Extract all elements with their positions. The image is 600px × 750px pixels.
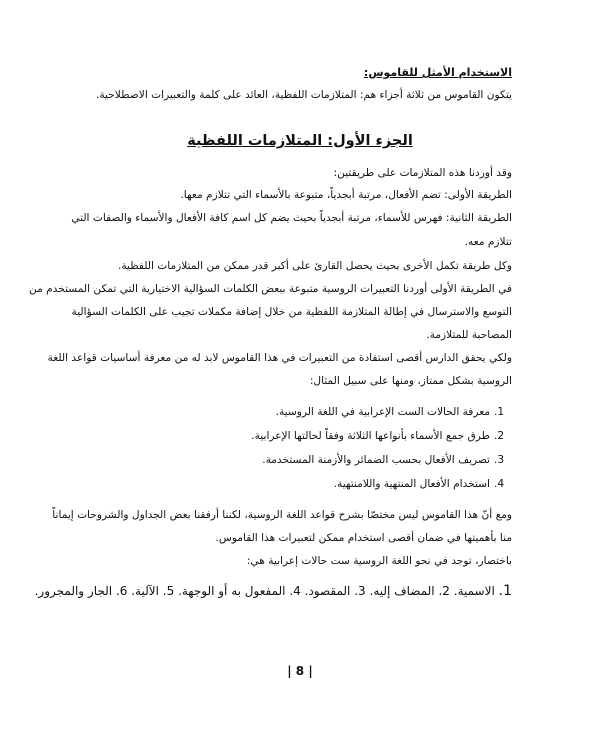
case-number: 4. bbox=[289, 584, 301, 598]
paragraph-line: التوسع والاسترسال في إطالة المتلازمة اللفظية من خلال إضافة مكملات تجيب على الكلمات السؤالية bbox=[71, 306, 512, 318]
cases-list bbox=[35, 583, 512, 599]
closing-line: باختصار، توجد في نحو اللغة الروسية ست حالات إعرابية هي: bbox=[246, 555, 512, 567]
list-item-number: 2. bbox=[494, 430, 505, 442]
case-text: الاسمية. bbox=[453, 584, 495, 598]
case-number: 1. bbox=[498, 583, 512, 599]
paragraph-line: ولكي يحقق الدارس أقصى استفادة من التعبيرات في هذا القاموس لابد له من معرفة أساسيات قواعد اللغة bbox=[47, 352, 512, 364]
list-item-number: 1. bbox=[494, 406, 505, 418]
case-number: 3. bbox=[354, 584, 366, 598]
paragraph-line: المصاحبة للمتلازمة. bbox=[426, 329, 512, 341]
list-item-text: استخدام الأفعال المنتهية واللامنتهية. bbox=[333, 478, 490, 490]
case-text: المقصود. bbox=[304, 584, 351, 598]
case-number: 2. bbox=[438, 584, 450, 598]
top-heading: الاستخدام الأمثل للقاموس: bbox=[363, 66, 512, 79]
page-number: | 8 | bbox=[287, 664, 313, 678]
list-item-text: تصريف الأفعال بحسب الضمائر والأزمنة المستخدمة. bbox=[262, 454, 490, 466]
list-item-number: 3. bbox=[494, 454, 505, 466]
list-item bbox=[251, 429, 512, 443]
paragraph-line: الروسية بشكل ممتاز، ومنها على سبيل المثال: bbox=[309, 375, 512, 387]
case-text: المضاف إليه. bbox=[369, 584, 435, 598]
paragraph-line: الطريقة الثانية: فهرس للأسماء، مرتبة أبجدياً بحيث يضم كل اسم كافة الأفعال والأسماء والصفات التي bbox=[71, 212, 512, 224]
case-text: الجار والمجرور. bbox=[34, 584, 113, 598]
case-number: 6. bbox=[115, 584, 128, 598]
intro-line: يتكون القاموس من ثلاثة أجزاء هم: المتلازمات اللفظية، العائد على كلمة والتعبيرات الاصطلاحية. bbox=[96, 89, 512, 101]
paragraph-line: في الطريقة الأولى أوردنا التعبيرات الروسية متبوعة ببعض الكلمات السؤالية الاختيارية التي تمكن المستخدم من bbox=[29, 283, 512, 295]
list-item bbox=[262, 453, 512, 467]
case-number: 5. bbox=[162, 584, 175, 598]
section-title: الجزء الأول: المتلازمات اللفظية bbox=[187, 133, 413, 149]
list-item bbox=[334, 477, 512, 491]
case-text: المفعول به أو الوجهة. bbox=[178, 584, 286, 598]
paragraph-line: وقد أوردنا هذه المتلازمات على طريقتين: bbox=[333, 167, 512, 179]
paragraph-line: الطريقة الأولى: تضم الأفعال، مرتبة أبجدياً، متبوعة بالأسماء التي تتلازم معها. bbox=[180, 189, 512, 201]
case-text: الآلية. bbox=[131, 584, 159, 598]
closing-line: ومع أنّ هذا القاموس ليس مختصّا بشرح قواعد اللغة الروسية، لكننا أرفقنا بعض الجداول والشروحات إيماناً bbox=[52, 509, 512, 521]
list-item-number: 4. bbox=[494, 478, 505, 490]
paragraph-line: وكل طريقة تكمل الأخرى بحيث يحصل القارئ على أكبر قدر ممكن من المتلازمات اللفظية. bbox=[117, 260, 512, 272]
closing-line: منا بأهميتها في ضمان أقصى استخدام ممكن لتعبيرات هذا القاموس. bbox=[215, 532, 512, 544]
list-item bbox=[276, 405, 512, 419]
list-item-text: معرفة الحالات الست الإعرابية في اللغة الروسية. bbox=[275, 406, 490, 418]
list-item-text: طرق جمع الأسماء بأنواعها الثلاثة وفقاً لحالتها الإعرابية. bbox=[251, 430, 490, 442]
paragraph-line: تتلازم معه. bbox=[464, 236, 512, 248]
